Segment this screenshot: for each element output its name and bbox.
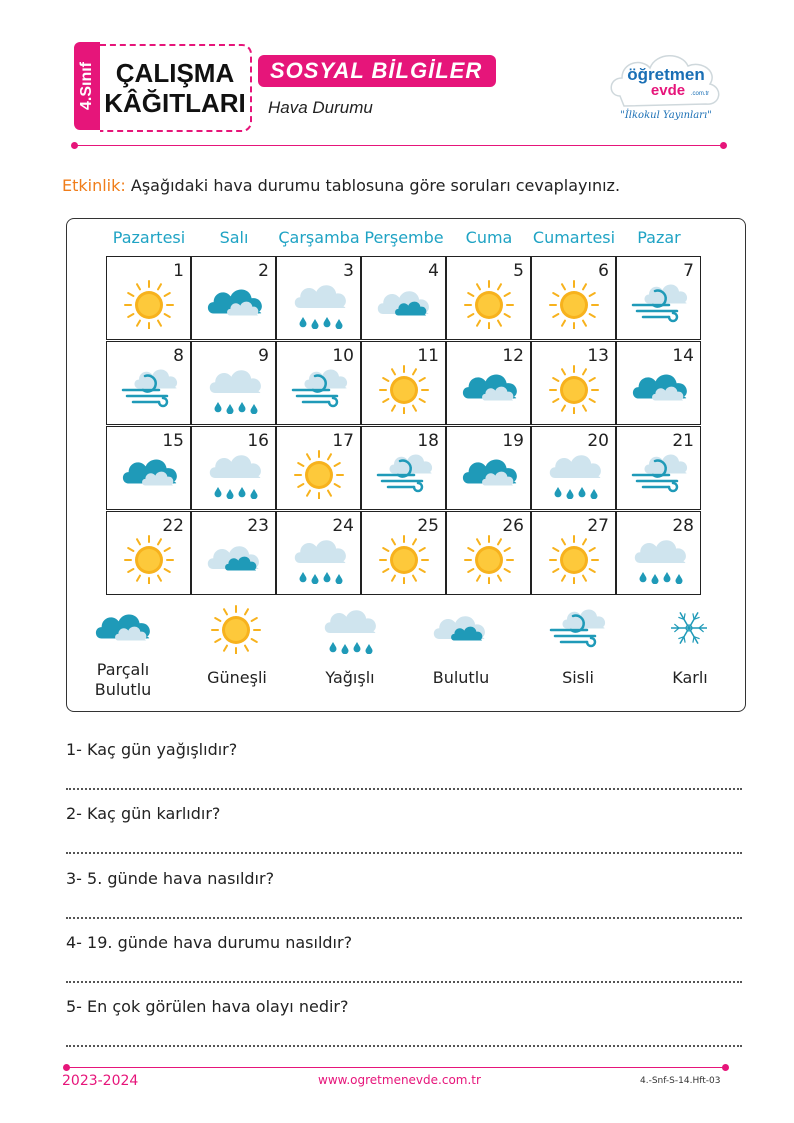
foggy-icon [629,447,691,499]
calendar-cell [616,426,701,510]
day-number: 4 [428,261,439,281]
day-header: Çarşamba [278,228,360,247]
calendar-cell [106,256,191,340]
calendar-cell [276,341,361,425]
day-number: 5 [513,261,524,281]
calendar-cell [531,341,616,425]
day-number: 18 [417,431,439,451]
sunny-icon [544,532,606,584]
activity-instruction [62,176,620,195]
calendar-cell [191,426,276,510]
day-number: 25 [417,516,439,536]
worksheet-title [100,44,252,132]
grade-label: 4.Sınıf [78,61,95,111]
logo-text-2: evde [650,82,686,99]
rainy-icon [629,532,691,584]
sunny-icon [206,602,268,654]
day-number: 24 [332,516,354,536]
sunny-icon [374,532,436,584]
calendar-cell [191,341,276,425]
foggy-icon [547,602,609,654]
cloudy-icon [204,532,266,584]
day-number: 10 [332,346,354,366]
footer-year: 2023-2024 [62,1073,139,1089]
day-number: 26 [502,516,524,536]
day-number: 14 [672,346,694,366]
day-header: Salı [219,228,249,247]
day-number: 8 [173,346,184,366]
partly-cloudy-icon [204,277,266,329]
day-number: 1 [173,261,184,281]
day-header: Pazar [637,228,681,247]
cloudy-icon [374,277,436,329]
logo-tagline: "İlkokul Yayınları" [620,110,712,121]
calendar-cell [361,511,446,595]
partly-cloudy-icon [119,447,181,499]
day-number: 20 [587,431,609,451]
answer-line[interactable] [66,981,742,983]
day-number: 16 [247,431,269,451]
sunny-icon [544,362,606,414]
question: 2- Kaç gün karlıdır? [66,804,221,823]
cloudy-icon [430,602,492,654]
day-number: 2 [258,261,269,281]
calendar-cell [616,511,701,595]
calendar-cell [446,256,531,340]
day-number: 27 [587,516,609,536]
activity-text: Aşağıdaki hava durumu tablosuna göre soruları cevaplayınız. [125,176,621,195]
calendar-cell [191,256,276,340]
sunny-icon [459,277,521,329]
calendar-cell [531,426,616,510]
day-number: 11 [417,346,439,366]
day-number: 7 [683,261,694,281]
rainy-icon [204,447,266,499]
calendar-cell [106,511,191,595]
calendar-cell [361,426,446,510]
rainy-icon [204,362,266,414]
question: 5- En çok görülen hava olayı nedir? [66,997,349,1016]
day-header: Cuma [465,228,513,247]
title-line-1: ÇALIŞMA [115,58,235,88]
calendar-cell [531,511,616,595]
footer-divider [66,1067,726,1068]
question: 3- 5. günde hava nasıldır? [66,869,275,888]
legend-label: Karlı [672,668,708,687]
foggy-icon [289,362,351,414]
publisher-logo [606,44,726,128]
logo-text-1: öğretmen [627,65,705,84]
sunny-icon [289,447,351,499]
day-number: 13 [587,346,609,366]
calendar-cell [446,426,531,510]
grade-badge [74,42,100,130]
legend-item [187,602,287,688]
question: 4- 19. günde hava durumu nasıldır? [66,933,353,952]
subject-banner: SOSYAL BİLGİLER [258,55,496,87]
day-number: 21 [672,431,694,451]
day-header: Perşembe [364,228,444,247]
day-number: 6 [598,261,609,281]
sunny-icon [374,362,436,414]
partly-cloudy-icon [629,362,691,414]
logo-domain: .com.tr [690,91,710,97]
calendar-cell [276,256,361,340]
calendar-cell [361,341,446,425]
sunny-icon [459,532,521,584]
legend-label: Sisli [562,668,594,687]
legend-label: Bulutlu [432,668,490,687]
legend-item [640,602,740,688]
sunny-icon [544,277,606,329]
answer-line[interactable] [66,917,742,919]
rainy-icon [289,277,351,329]
day-header: Cumartesi [532,228,616,247]
sunny-icon [119,532,181,584]
calendar-cell [531,256,616,340]
activity-label: Etkinlik: [62,176,126,195]
answer-line[interactable] [66,852,742,854]
calendar-cell [276,511,361,595]
legend-item [528,602,628,688]
day-number: 19 [502,431,524,451]
day-number: 12 [502,346,524,366]
calendar-cell [446,511,531,595]
calendar-cell [106,426,191,510]
legend-label: Güneşli [207,668,267,687]
calendar-cell [361,256,446,340]
foggy-icon [629,277,691,329]
day-number: 15 [162,431,184,451]
sunny-icon [119,277,181,329]
calendar-cell [191,511,276,595]
day-number: 23 [247,516,269,536]
partly-cloudy-icon [459,362,521,414]
legend-item [411,602,511,688]
rainy-icon [289,532,351,584]
answer-line[interactable] [66,1045,742,1047]
rainy-icon [319,602,381,654]
answer-line[interactable] [66,788,742,790]
foggy-icon [119,362,181,414]
calendar-cell [616,341,701,425]
snowy-icon [659,602,721,654]
legend-label: Parçalı Bulutlu [94,660,152,699]
calendar-cell [276,426,361,510]
legend-item [73,602,173,700]
rainy-icon [544,447,606,499]
day-header: Pazartesi [112,228,186,247]
day-number: 17 [332,431,354,451]
title-line-2: KÂĞITLARI [104,88,246,118]
foggy-icon [374,447,436,499]
calendar-cell [106,341,191,425]
topic-title: Hava Durumu [268,98,373,117]
legend-item [300,602,400,688]
day-number: 9 [258,346,269,366]
day-number: 22 [162,516,184,536]
legend-label: Yağışlı [325,668,375,687]
partly-cloudy-icon [459,447,521,499]
calendar-cell [446,341,531,425]
day-number: 3 [343,261,354,281]
partly-cloudy-icon [92,602,154,654]
calendar-cell [616,256,701,340]
footer-website: www.ogretmenevde.com.tr [318,1073,481,1087]
question: 1- Kaç gün yağışlıdır? [66,740,238,759]
footer-code: 4.-Snf-S-14.Hft-03 [640,1076,721,1086]
day-number: 28 [672,516,694,536]
header-divider [74,145,724,146]
